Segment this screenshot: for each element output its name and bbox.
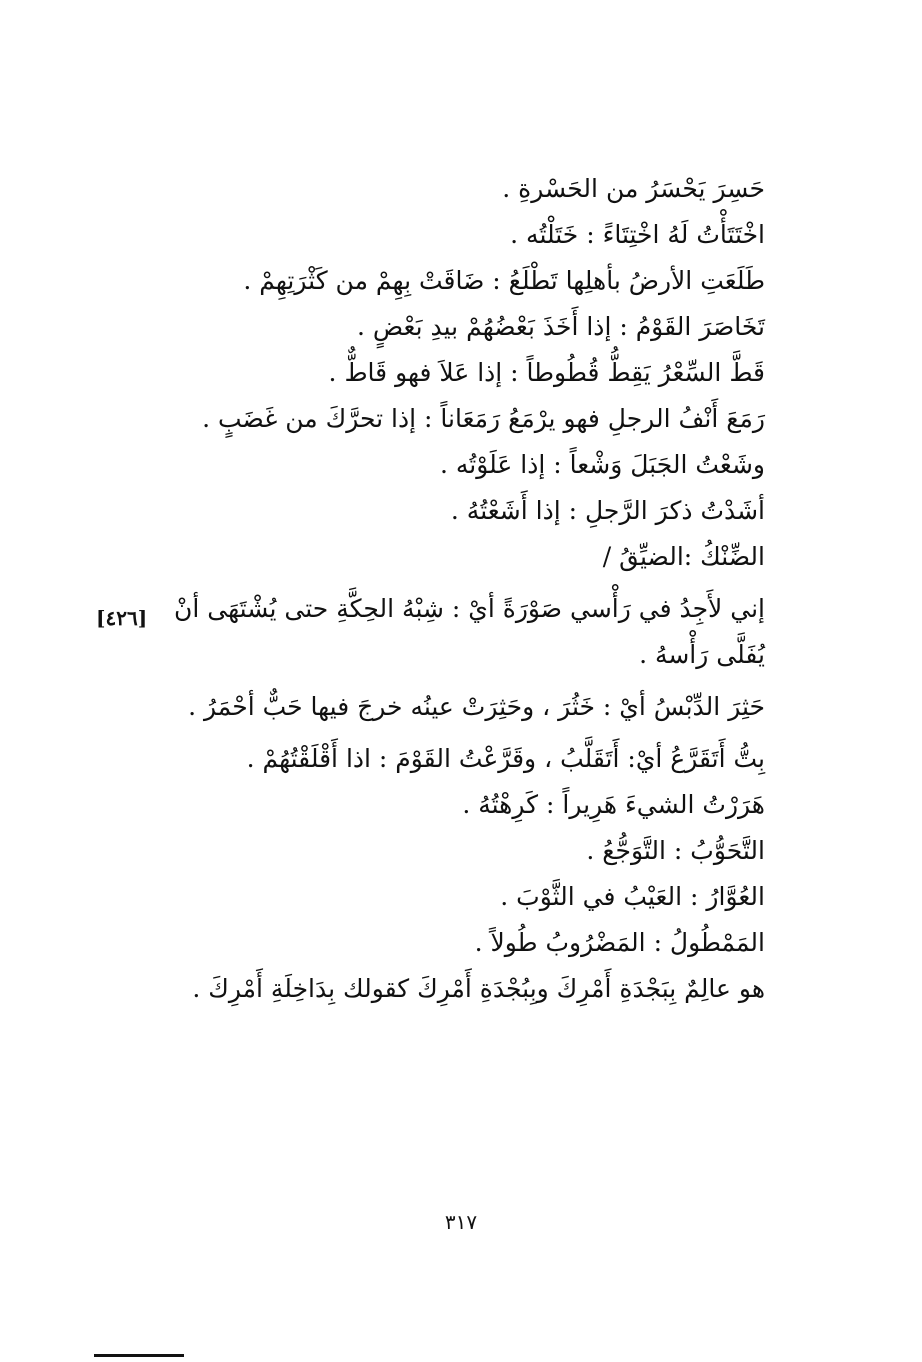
text-line: العُوَّارُ : العَيْبُ في الثَّوْبَ .: [500, 882, 765, 911]
text-line: هو عالِمٌ بِبَجْدَةِ أَمْرِكَ وبِبُجْدَةِ أَمْرِكَ كقولك بِدَاخِلَةِ أَمْرِكَ .: [192, 974, 765, 1003]
text-line: اخْتَتَأْتُ لَهُ اخْتِتَاءً : خَتَلْتُه .: [510, 220, 765, 249]
text-line: رَمَعَ أَنْفُ الرجلِ فهو يرْمَعُ رَمَعَاناً : إذا تحرَّكَ من غَضَبٍ .: [202, 404, 765, 433]
text-line: طَلَعَتِ الأرضُ بأهلِها تَطْلَعُ : ضَاقَتْ بِهِمْ من كَثْرَتِهِمْ .: [243, 266, 765, 295]
page-body-text: [160, 166, 765, 1012]
text-line: أشَدْتُ ذكرَ الرَّجلِ : إذا أَشَعْتُهُ .: [450, 496, 765, 525]
text-line: تَخَاصَرَ القَوْمُ : إذا أَخَذَ بَعْضُهُمْ بيدِ بَعْضٍ .: [357, 312, 765, 341]
page-number: ٣١٧: [444, 1210, 478, 1234]
text-line: المَمْطُولُ : المَضْرُوبُ طُولاً .: [474, 928, 765, 957]
text-line: حَسِرَ يَحْسَرُ من الحَسْرةِ .: [502, 174, 765, 203]
text-line: بِتُّ أَتَقَرَّعُ أيْ: أَتَقَلَّبُ ، وقَرَّعْتُ القَوْمَ : اذا أَقْلَقْتُهُمْ .: [246, 744, 765, 773]
text-line: هَرَرْتُ الشيءَ هَرِيراً : كَرِهْتُهُ .: [462, 790, 765, 819]
text-line: إني لأَجِدُ في رَأْسي صَوْرَةً أيْ : شِبْهُ الحِكَّةِ حتى يُشْتَهَى أنْ يُفَلَّى رَأْسهُ .: [174, 594, 765, 669]
text-line: وشَعْتُ الجَبَلَ وَشْعاً : إذا عَلَوْتُه .: [439, 450, 765, 479]
text-line: الضِّنْكُ :الضيِّقُ /: [602, 542, 765, 571]
footnote-rule: [94, 1354, 184, 1357]
text-line: التَّحَوُّبُ : التَّوَجُّعُ .: [586, 836, 765, 865]
text-line: قَطَّ السِّعْرُ يَقِطُّ قُطُوطاً : إذا عَلاَ فهو قَاطٌّ .: [328, 358, 765, 387]
margin-reference: [٤٢٦]: [96, 606, 148, 630]
text-line: حَثِرَ الدِّبْسُ أيْ : خَثُرَ ، وحَثِرَتْ عينُه خرجَ فيها حَبٌّ أحْمَرُ .: [188, 692, 765, 721]
